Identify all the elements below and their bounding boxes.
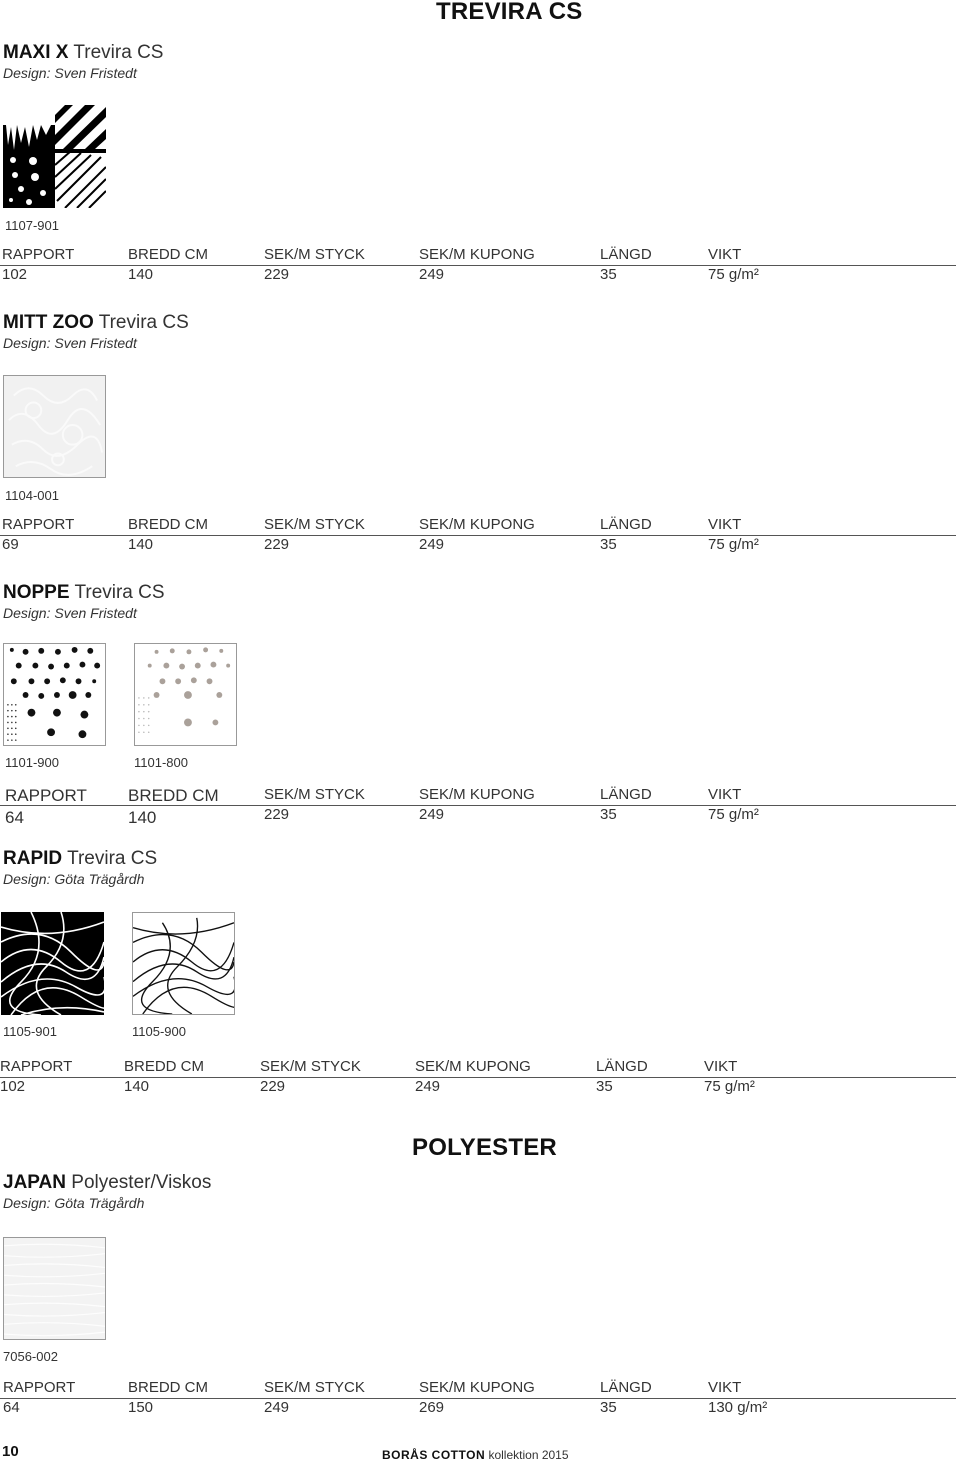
article-code: 1101-900 bbox=[5, 755, 59, 770]
spec-value-styck: 229 bbox=[264, 536, 290, 553]
spec-header-rapport: RAPPORT bbox=[2, 516, 75, 533]
page-number: 10 bbox=[2, 1443, 19, 1460]
spec-value-kupong: 249 bbox=[419, 266, 445, 283]
fabric-swatch-1105-900 bbox=[132, 912, 235, 1015]
spec-header-vikt: VIKT bbox=[708, 786, 742, 803]
spec-value-kupong: 249 bbox=[419, 806, 445, 823]
fabric-swatch-1104-001 bbox=[3, 375, 106, 478]
spec-header-kupong: SEK/M KUPONG bbox=[415, 1058, 531, 1075]
spec-header-styck: SEK/M STYCK bbox=[264, 246, 365, 263]
spec-header-rapport: RAPPORT bbox=[2, 246, 75, 263]
spec-value-vikt: 75 g/m² bbox=[708, 806, 759, 823]
spec-header-vikt: VIKT bbox=[704, 1058, 738, 1075]
product-title bbox=[3, 1172, 211, 1194]
spec-header-rapport: RAPPORT bbox=[3, 1379, 76, 1396]
spec-header-bredd: BREDD CM bbox=[124, 1058, 205, 1075]
footer-brand bbox=[382, 1448, 569, 1462]
spec-header-kupong: SEK/M KUPONG bbox=[419, 1379, 535, 1396]
product-material: Trevira CS bbox=[98, 312, 189, 333]
product-material: Polyester/Viskos bbox=[71, 1172, 212, 1193]
spec-value-langd: 35 bbox=[600, 536, 617, 553]
spec-value-bredd: 140 bbox=[124, 1078, 150, 1095]
spec-value-kupong: 269 bbox=[419, 1399, 445, 1416]
product-title bbox=[3, 312, 189, 334]
fabric-swatch-1107-901 bbox=[3, 105, 106, 208]
spec-header-styck: SEK/M STYCK bbox=[260, 1058, 361, 1075]
product-title bbox=[3, 848, 157, 870]
product-material: Trevira CS bbox=[67, 848, 158, 869]
spec-value-bredd: 150 bbox=[128, 1399, 154, 1416]
spec-header-kupong: SEK/M KUPONG bbox=[419, 246, 535, 263]
spec-header-vikt: VIKT bbox=[708, 1379, 742, 1396]
fabric-swatch-1101-900 bbox=[3, 643, 106, 746]
product-name: JAPAN bbox=[3, 1172, 66, 1193]
brand-name: BORÅS COTTON bbox=[382, 1448, 486, 1462]
spec-header-styck: SEK/M STYCK bbox=[264, 516, 365, 533]
product-designer: Design: Göta Trägårdh bbox=[3, 1195, 145, 1211]
article-code: 1105-901 bbox=[3, 1024, 57, 1039]
article-code: 1104-001 bbox=[5, 488, 59, 503]
article-code: 1107-901 bbox=[5, 218, 59, 233]
spec-header-styck: SEK/M STYCK bbox=[264, 786, 365, 803]
spec-value-vikt: 75 g/m² bbox=[708, 266, 759, 283]
spec-header-styck: SEK/M STYCK bbox=[264, 1379, 365, 1396]
product-designer: Design: Sven Fristedt bbox=[3, 65, 137, 81]
spec-header-rapport: RAPPORT bbox=[5, 786, 87, 805]
spec-value-rapport: 64 bbox=[5, 808, 24, 827]
spec-header-langd: LÄNGD bbox=[600, 516, 652, 533]
article-code: 1105-900 bbox=[132, 1024, 186, 1039]
product-name: NOPPE bbox=[3, 582, 70, 603]
spec-header-vikt: VIKT bbox=[708, 246, 742, 263]
product-material: Trevira CS bbox=[74, 582, 165, 603]
spec-value-rapport: 102 bbox=[2, 266, 28, 283]
spec-value-bredd: 140 bbox=[128, 266, 154, 283]
fabric-swatch-1105-901 bbox=[1, 912, 104, 1015]
fabric-swatch-1101-800 bbox=[134, 643, 237, 746]
spec-value-vikt: 75 g/m² bbox=[704, 1078, 755, 1095]
product-material: Trevira CS bbox=[73, 42, 164, 63]
product-name: MAXI X bbox=[3, 42, 69, 63]
spec-header-bredd: BREDD CM bbox=[128, 1379, 209, 1396]
spec-header-langd: LÄNGD bbox=[596, 1058, 648, 1075]
spec-value-rapport: 102 bbox=[0, 1078, 26, 1095]
spec-value-rapport: 69 bbox=[2, 536, 19, 553]
spec-divider bbox=[0, 805, 956, 806]
spec-value-langd: 35 bbox=[600, 266, 617, 283]
spec-value-bredd: 140 bbox=[128, 536, 154, 553]
article-code: 1101-800 bbox=[134, 755, 188, 770]
spec-header-langd: LÄNGD bbox=[600, 246, 652, 263]
spec-value-styck: 229 bbox=[260, 1078, 286, 1095]
spec-header-rapport: RAPPORT bbox=[0, 1058, 73, 1075]
article-code: 7056-002 bbox=[3, 1349, 58, 1364]
spec-header-langd: LÄNGD bbox=[600, 1379, 652, 1396]
spec-header-bredd: BREDD CM bbox=[128, 246, 209, 263]
spec-value-vikt: 75 g/m² bbox=[708, 536, 759, 553]
spec-value-styck: 229 bbox=[264, 266, 290, 283]
spec-value-kupong: 249 bbox=[419, 536, 445, 553]
product-name: MITT ZOO bbox=[3, 312, 94, 333]
spec-value-rapport: 64 bbox=[3, 1399, 20, 1416]
spec-value-vikt: 130 g/m² bbox=[708, 1399, 768, 1416]
product-title bbox=[3, 42, 163, 64]
collection-label: kollektion 2015 bbox=[488, 1448, 569, 1462]
section-title-trevira: TREVIRA CS bbox=[436, 0, 583, 25]
spec-header-bredd: BREDD CM bbox=[128, 786, 219, 805]
spec-value-kupong: 249 bbox=[415, 1078, 441, 1095]
product-designer: Design: Sven Fristedt bbox=[3, 335, 137, 351]
spec-value-langd: 35 bbox=[600, 806, 617, 823]
spec-header-kupong: SEK/M KUPONG bbox=[419, 516, 535, 533]
spec-header-kupong: SEK/M KUPONG bbox=[419, 786, 535, 803]
product-designer: Design: Göta Trägårdh bbox=[3, 871, 145, 887]
section-title-polyester: POLYESTER bbox=[412, 1134, 557, 1161]
product-designer: Design: Sven Fristedt bbox=[3, 605, 137, 621]
spec-header-bredd: BREDD CM bbox=[128, 516, 209, 533]
spec-header-langd: LÄNGD bbox=[600, 786, 652, 803]
product-name: RAPID bbox=[3, 848, 63, 869]
spec-value-langd: 35 bbox=[596, 1078, 613, 1095]
spec-value-styck: 249 bbox=[264, 1399, 290, 1416]
product-title bbox=[3, 582, 165, 604]
fabric-swatch-7056-002 bbox=[3, 1237, 106, 1340]
spec-value-langd: 35 bbox=[600, 1399, 617, 1416]
spec-header-vikt: VIKT bbox=[708, 516, 742, 533]
spec-value-bredd: 140 bbox=[128, 808, 157, 827]
spec-value-styck: 229 bbox=[264, 806, 290, 823]
